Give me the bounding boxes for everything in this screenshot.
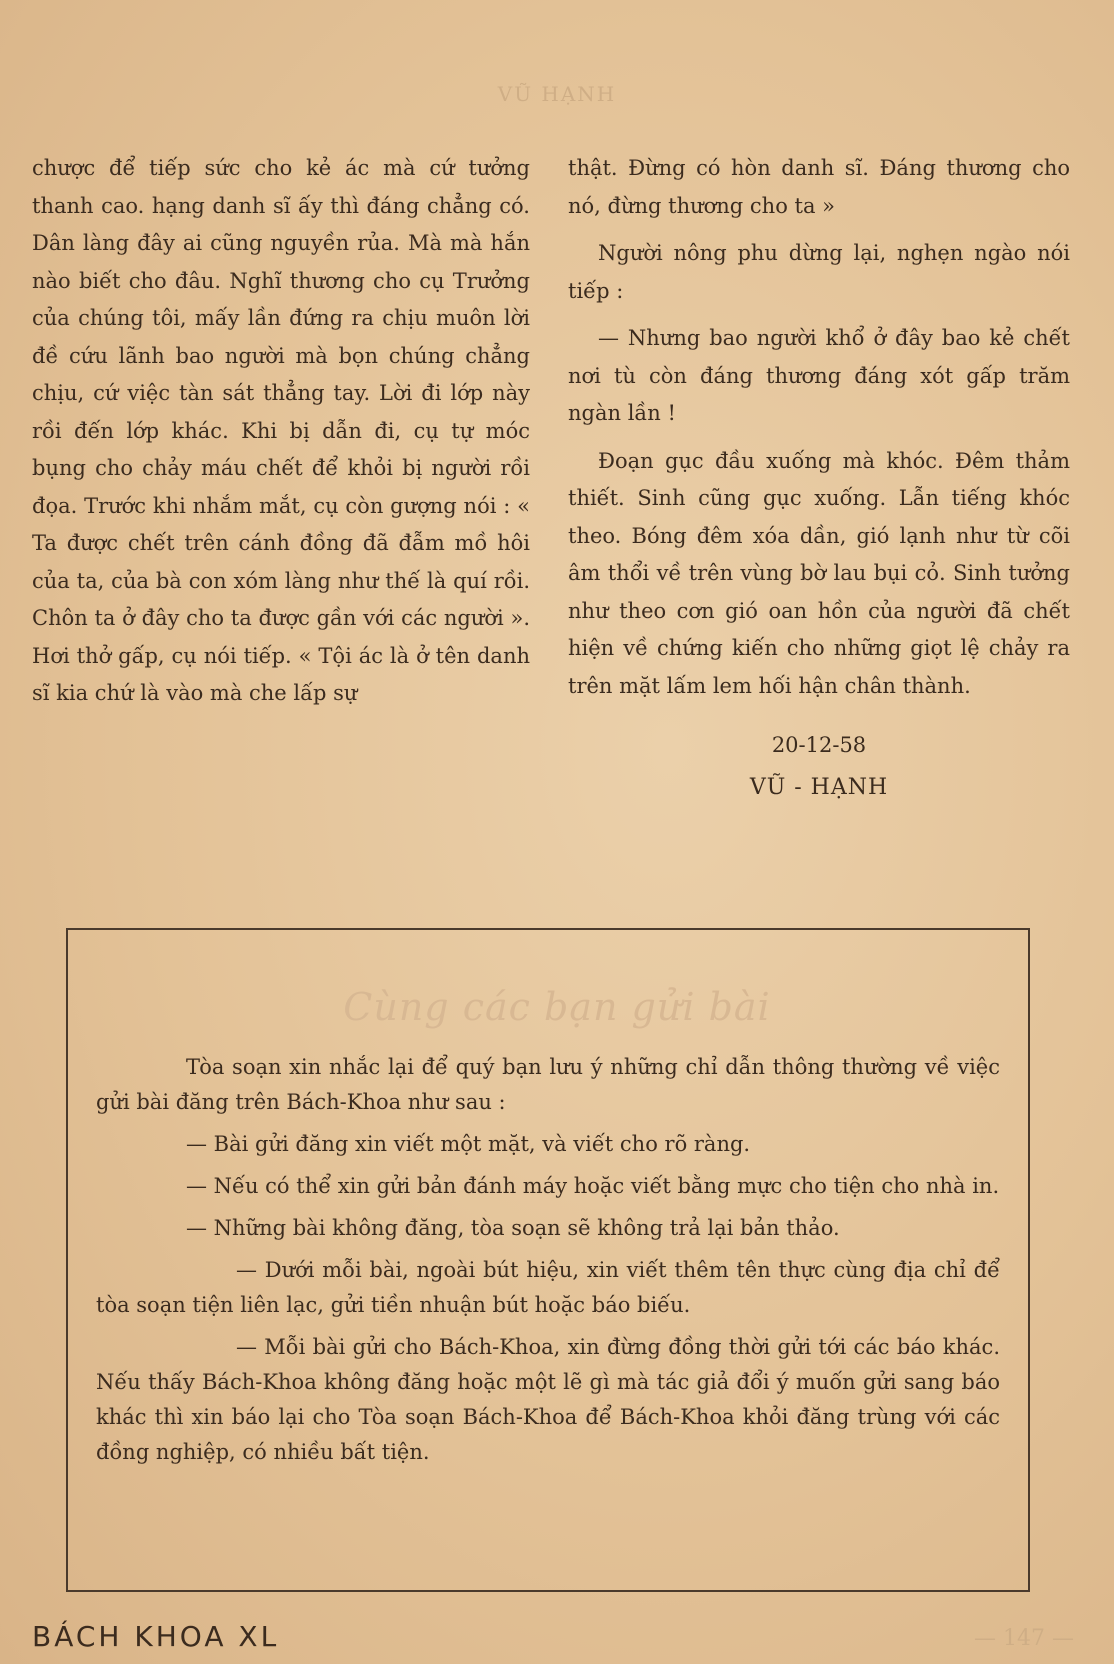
- article-date: 20-12-58: [771, 733, 867, 757]
- notice-item: — Nếu có thể xin gửi bản đánh máy hoặc viết bằng mực cho tiện cho nhà in.: [186, 1174, 1000, 1198]
- magazine-footer: BÁCH KHOA XL: [32, 1620, 280, 1653]
- running-head: VŨ HẠNH: [497, 82, 617, 106]
- page-number: — 147 —: [974, 1626, 1074, 1651]
- left-paragraph: chược để tiếp sức cho kẻ ác mà cứ tưởng thanh cao. hạng danh sĩ ấy thì đáng chẳng có. Dân làng đây ai cũng nguyền rủa. Mà mà hắn nào biết cho đâu. Nghĩ thương cho cụ Trưởng của chúng tôi, mấy lần đứng ra chịu muôn lời đề cứu lãnh bao người mà bọn chúng chẳng chịu, cứ việc tàn sát thẳng tay. Lời đi lớp này rồi đến lớp khác. Khi bị dẫn đi, cụ tự móc bụng cho chảy máu chết để khỏi bị người rồi đọa. Trước khi nhắm mắt, cụ còn gượng nói : « Ta được chết trên cánh đồng đã đẫm mồ hôi của ta, của bà con xóm làng như thế là quí rồi. Chôn ta ở đây cho ta được gần với các người ». Hơi thở gấp, cụ nói tiếp. « Tội ác là ở tên danh sĩ kia chứ là vào mà che lấp sự: [32, 156, 530, 705]
- notice-body: [96, 1050, 1000, 1470]
- right-paragraph-4: Đoạn gục đầu xuống mà khóc. Đêm thảm thiết. Sinh cũng gục xuống. Lẫn tiếng khóc theo. Bóng đêm xóa dần, gió lạnh như từ cõi âm thổi về trên vùng bờ lau bụi cỏ. Sinh tưởng như theo cơn gió oan hồn của người đã chết hiện về chứng kiến cho những giọt lệ chảy ra trên mặt lấm lem hối hận chân thành.: [568, 448, 1070, 698]
- article-author: VŨ - HẠNH: [749, 774, 889, 800]
- notice-title: Cùng các bạn gửi bài: [343, 985, 771, 1029]
- right-paragraph-3: — Nhưng bao người khổ ở đây bao kẻ chết nơi tù còn đáng thương đáng xót gấp trăm ngàn lần !: [568, 326, 1070, 425]
- notice-item: — Dưới mỗi bài, ngoài bút hiệu, xin viết thêm tên thực cùng địa chỉ để tòa soạn tiện liên lạc, gửi tiền nhuận bút hoặc báo biếu.: [96, 1258, 1000, 1317]
- box-bottom-rule: [66, 1590, 1030, 1592]
- right-paragraph-2: Người nông phu dừng lại, nghẹn ngào nói tiếp :: [568, 241, 1070, 303]
- left-column: [32, 150, 530, 713]
- right-paragraph-1: thật. Đừng có hòn danh sĩ. Đáng thương cho nó, đừng thương cho ta »: [568, 156, 1070, 218]
- notice-item: — Bài gửi đăng xin viết một mặt, và viết cho rõ ràng.: [186, 1132, 751, 1156]
- right-column: [568, 150, 1070, 806]
- notice-intro: Tòa soạn xin nhắc lại để quý bạn lưu ý những chỉ dẫn thông thường về việc gửi bài đăng trên Bách-Khoa như sau :: [96, 1055, 1000, 1114]
- notice-item: — Những bài không đăng, tòa soạn sẽ không trả lại bản thảo.: [186, 1216, 840, 1240]
- notice-item: — Mỗi bài gửi cho Bách-Khoa, xin đừng đồng thời gửi tới các báo khác. Nếu thấy Bách-Khoa không đăng hoặc một lẽ gì mà tác giả đổi ý muốn gửi sang báo khác thì xin báo lại cho Tòa soạn Bách-Khoa để Bách-Khoa khỏi đăng trùng với các đồng nghiệp, có nhiều bất tiện.: [96, 1335, 1000, 1464]
- box-top-rule: [66, 928, 1030, 930]
